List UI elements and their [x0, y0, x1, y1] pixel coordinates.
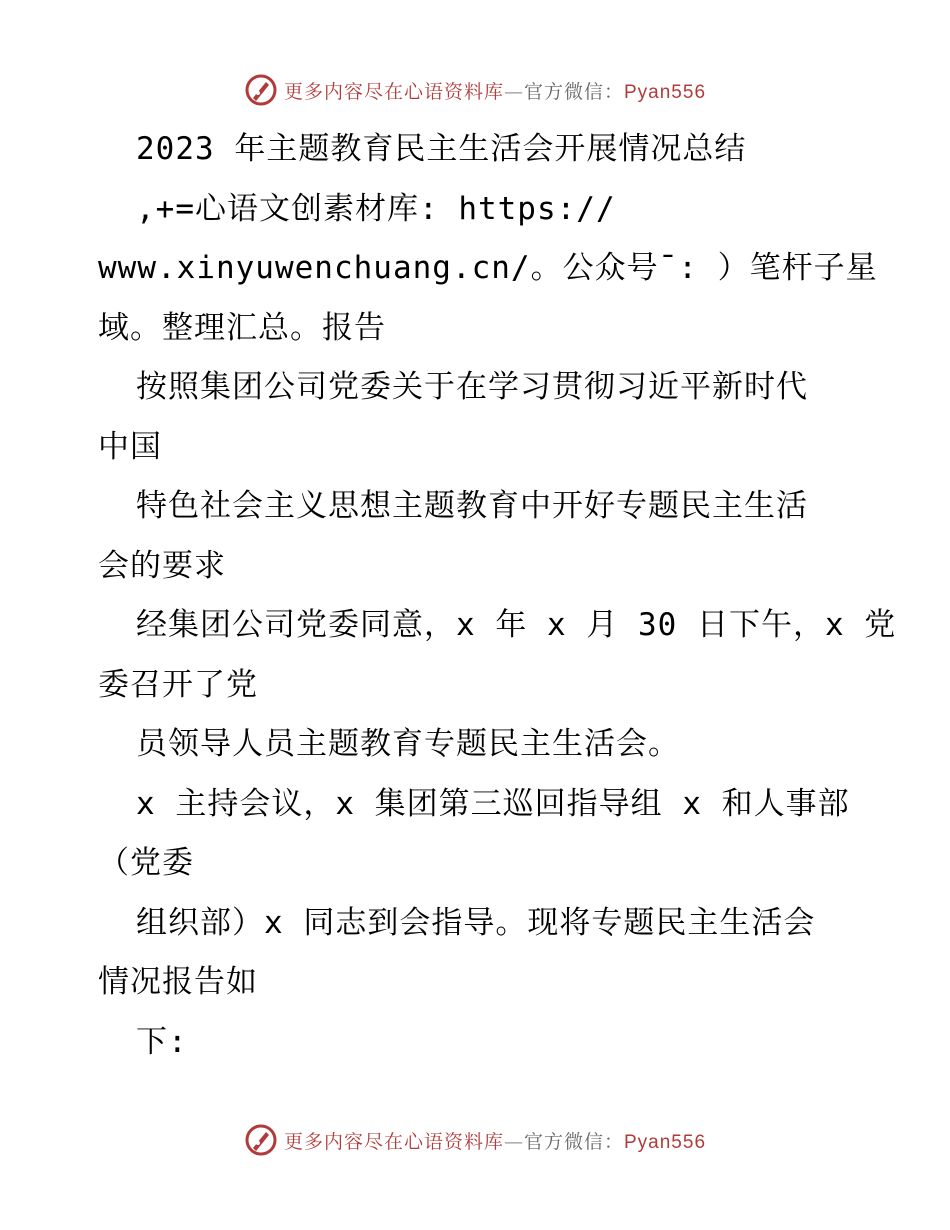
text-line: 特色社会主义思想主题教育中开好专题民主生活 [136, 488, 808, 524]
watermark-dash: — [503, 80, 524, 103]
text-line: 下: [136, 1023, 188, 1060]
watermark-label: 官方微信： [523, 80, 624, 103]
document-title: 2023 年主题教育民主生活会开展情况总结 [136, 131, 747, 167]
header-watermark [0, 70, 950, 110]
document-body [98, 120, 897, 1072]
text-line: 按照集团公司党委关于在学习贯彻习近平新时代 [136, 369, 808, 405]
text-line: 域。整理汇总。报告 [98, 309, 386, 346]
watermark-id: Pyan556 [624, 81, 707, 103]
text-line: 中国 [98, 428, 162, 465]
pen-logo-icon [244, 73, 278, 107]
watermark-brand: 更多内容尽在心语资料库 [283, 80, 504, 103]
footer-watermark [0, 1120, 950, 1160]
text-line: （党委 [98, 845, 194, 881]
watermark-label: 官方微信： [523, 1130, 624, 1153]
watermark-text [284, 77, 706, 104]
text-line: 情况报告如 [98, 964, 258, 1000]
pen-logo-icon [244, 1123, 278, 1157]
text-line: www.xinyuwenchuang.cn/。公众号¯: ）笔杆子星 [98, 250, 878, 286]
text-line: 会的要求 [98, 547, 226, 584]
watermark-id: Pyan556 [624, 1131, 707, 1153]
watermark-text [284, 1127, 706, 1154]
watermark-brand: 更多内容尽在心语资料库 [283, 1130, 504, 1153]
text-line: x 主持会议，x 集团第三巡回指导组 x 和人事部 [136, 785, 850, 822]
text-line: ,+=心语文创素材库: https:// [136, 190, 616, 227]
text-line: 组织部）x 同志到会指导。现将专题民主生活会 [136, 904, 816, 941]
text-line: 委召开了党 [98, 666, 258, 703]
watermark-dash: — [503, 1130, 524, 1153]
text-line: 员领导人员主题教育专题民主生活会。 [136, 726, 680, 762]
text-line: 经集团公司党委同意，x 年 x 月 30 日下午，x 党 [136, 607, 897, 643]
